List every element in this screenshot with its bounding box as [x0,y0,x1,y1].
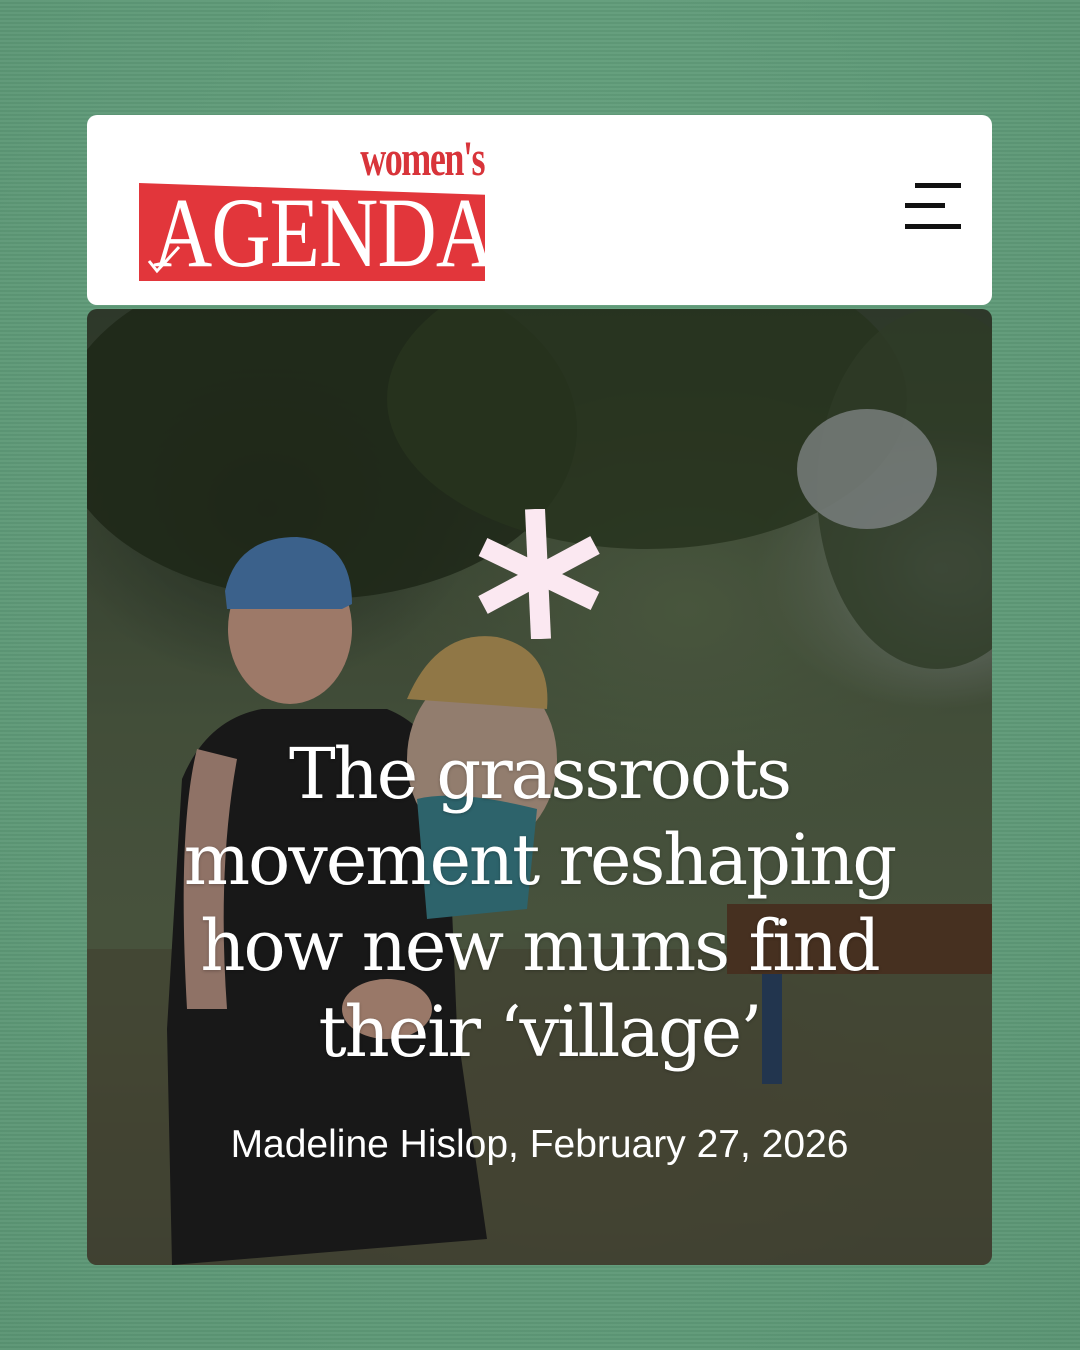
asterisk-icon [475,509,603,639]
womens-agenda-logo[interactable] [139,130,495,288]
logo-tick-icon [147,245,181,275]
site-header [87,115,992,305]
hamburger-menu-icon[interactable] [905,181,961,231]
logo-agenda-text: AGENDA [153,177,495,288]
logo-womens-text: women's [360,130,484,186]
article-byline: Madeline Hislop, February 27, 2026 [230,1123,849,1166]
hero-image [87,309,992,1265]
article-headline[interactable]: The grassroots movement reshaping how new mums find their ‘village’ [183,733,896,1073]
